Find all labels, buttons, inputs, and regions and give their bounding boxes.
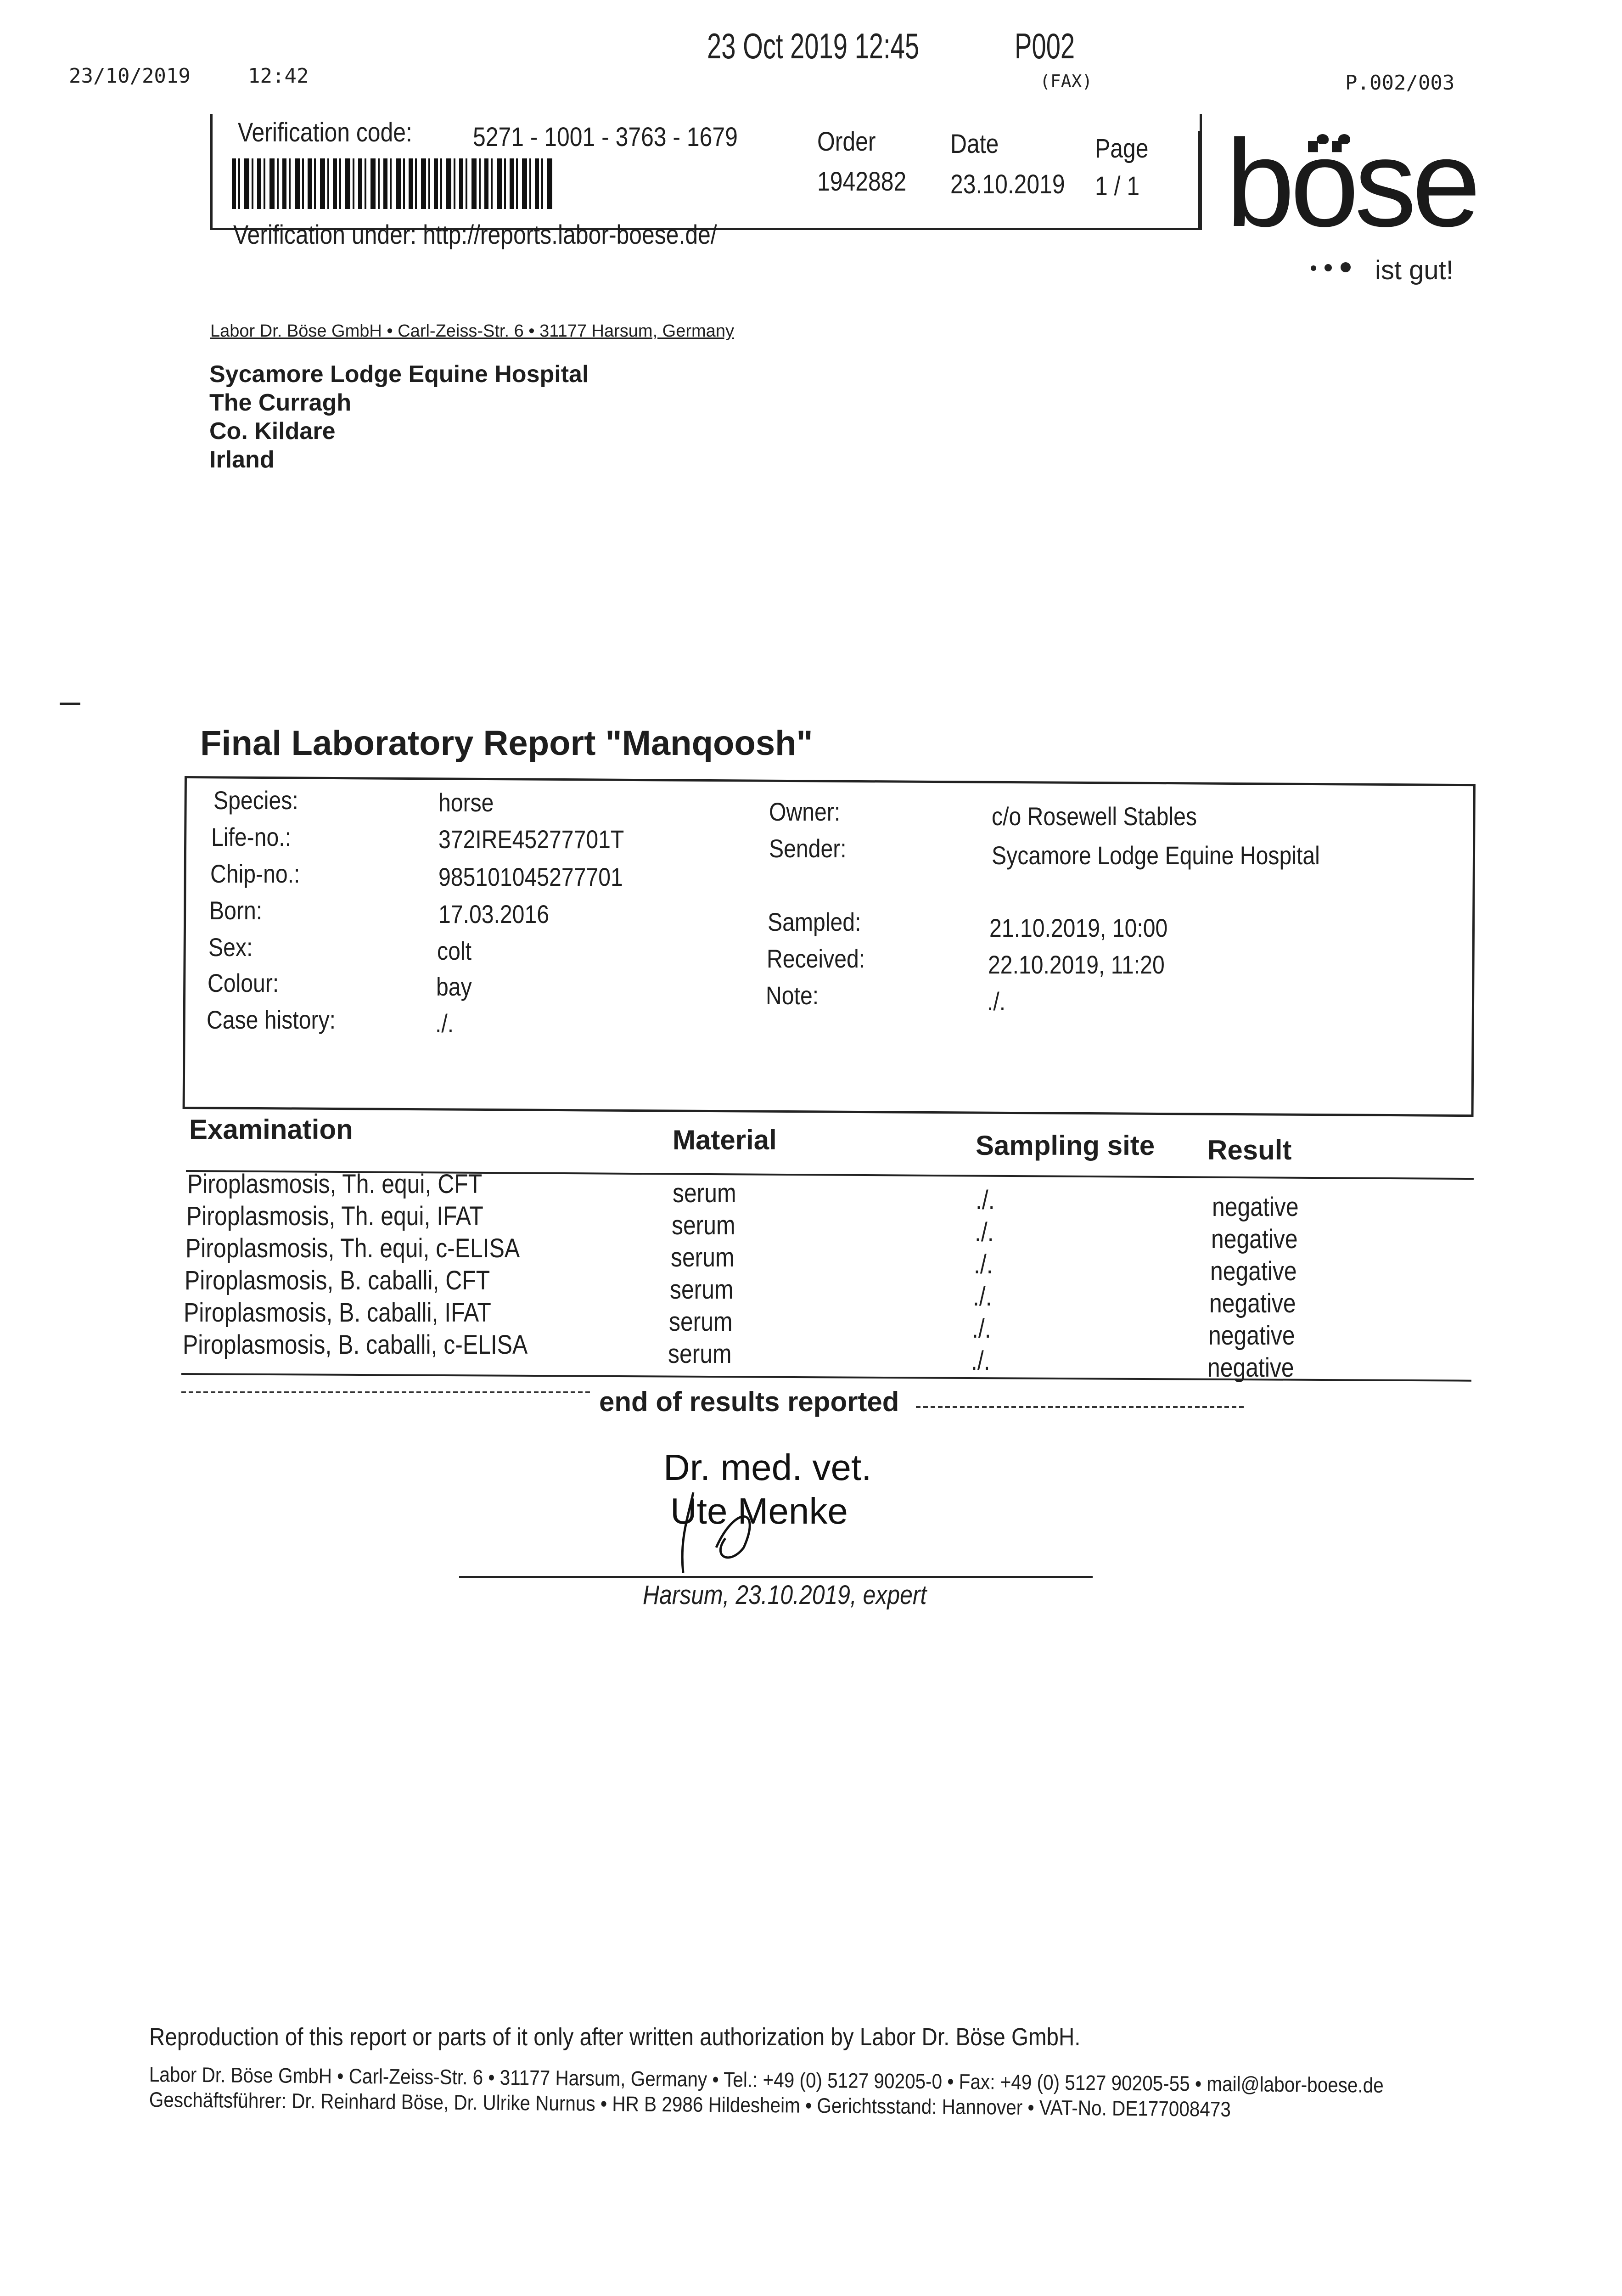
patient-value: 372IRE45277701T [438,825,624,854]
patient-label: Received: [767,944,865,973]
table-row-examination: Piroplasmosis, B. caballi, CFT [185,1266,490,1295]
footer-reproduction: Reproduction of this report or parts of it only after written authorization by Labor Dr. Böse GmbH. [149,2023,1081,2051]
column-header-examination: Examination [189,1114,353,1145]
table-row-material: serum [670,1275,734,1305]
table-row-result: negative [1207,1353,1294,1383]
table-row-examination: Piroplasmosis, Th. equi, IFAT [186,1201,483,1231]
table-row-site: ./. [976,1185,995,1215]
table-row-site: ./. [971,1346,990,1376]
verification-under-label: Verification under: [233,220,417,250]
patient-label: Case history: [207,1005,336,1034]
column-header-material: Material [673,1125,777,1155]
sender-line: Labor Dr. Böse GmbH • Carl-Zeiss-Str. 6 • 31177 Harsum, Germany [210,321,734,341]
fax-page-counter: P.002/003 [1345,71,1455,95]
patient-value: horse [438,788,494,817]
column-header-sampling-site: Sampling site [976,1130,1155,1161]
date-label: Date [950,129,999,159]
column-header-result: Result [1207,1135,1292,1165]
verification-url[interactable]: http://reports.labor-boese.de/ [423,220,717,250]
patient-value: Sycamore Lodge Equine Hospital [992,841,1320,870]
verification-label: Verification code: [238,118,412,147]
patient-value: 22.10.2019, 11:20 [988,950,1165,979]
barcode [232,158,553,209]
slogan-dot-icon [1341,262,1351,272]
signature-scribble-icon [661,1479,799,1580]
table-row-site: ./. [972,1314,991,1344]
slogan-dot-icon [1325,264,1332,271]
table-row-result: negative [1212,1192,1299,1222]
patient-label: Born: [209,896,263,925]
table-row-result: negative [1210,1256,1297,1286]
fax-local-date: 23/10/2019 [69,64,191,88]
table-row-site: ./. [973,1282,992,1311]
patient-label: Sampled: [768,907,861,936]
table-row-material: serum [672,1210,735,1240]
recipient-line: Co. Kildare [209,418,336,445]
logo-divider [1198,131,1201,230]
verification-code: 5271 - 1001 - 3763 - 1679 [473,122,738,152]
table-row-material: serum [668,1339,732,1369]
table-row-examination: Piroplasmosis, Th. equi, c-ELISA [185,1233,520,1263]
page-value: 1 / 1 [1095,171,1140,201]
patient-value: ./. [987,987,1006,1016]
page-label: Page [1095,134,1149,163]
patient-label: Sender: [769,834,847,863]
footer-address: Labor Dr. Böse GmbH • Carl-Zeiss-Str. 6 • 31177 Harsum, Germany • Tel.: +49 (0) 5127 90205-0 • Fax: +49 (0) 5127 90205-55 • mail@labor-boese.de [149,2062,1384,2097]
patient-label: Note: [766,981,819,1010]
table-row-material: serum [673,1178,736,1208]
signature-title: Dr. med. vet. [663,1447,872,1488]
recipient-line: The Curragh [209,389,352,416]
table-row-examination: Piroplasmosis, Th. equi, CFT [187,1169,483,1199]
patient-value: 17.03.2016 [438,900,550,929]
patient-value: 21.10.2019, 10:00 [989,913,1168,942]
end-of-results: end of results reported [599,1386,899,1417]
recipient-line: Sycamore Lodge Equine Hospital [209,361,589,388]
patient-label: Sex: [208,933,253,962]
table-row-site: ./. [975,1217,994,1247]
table-row-result: negative [1211,1224,1298,1254]
date-value: 23.10.2019 [950,169,1065,199]
table-row-result: negative [1209,1289,1296,1318]
patient-label: Life-no.: [211,822,292,851]
patient-value: ./. [435,1009,454,1038]
signature-place-date: Harsum, 23.10.2019, expert [643,1580,927,1610]
table-row-material: serum [669,1307,733,1337]
signature-name: Ute Menke [670,1491,848,1531]
footer-management: Geschäftsführer: Dr. Reinhard Böse, Dr. Ulrike Nurnus • HR B 2986 Hildesheim • Gerichtsstand: Hannover • VAT-No. DE177008473 [149,2088,1231,2122]
patient-label: Colour: [208,968,279,997]
patient-value: c/o Rosewell Stables [992,802,1197,831]
slogan-dot-icon [1311,265,1316,271]
patient-label: Species: [213,786,298,815]
patient-label: Owner: [769,797,841,826]
fax-station: P002 [1015,26,1075,66]
fax-received-stamp: 23 Oct 2019 12:45 [707,26,920,66]
order-value: 1942882 [817,167,907,197]
table-row-material: serum [671,1243,735,1272]
recipient-line: Irland [209,446,275,473]
table-row-examination: Piroplasmosis, B. caballi, IFAT [184,1298,491,1328]
patient-value: bay [436,972,472,1001]
table-row-examination: Piroplasmosis, B. caballi, c-ELISA [183,1330,528,1360]
end-dashes-left [181,1391,590,1393]
signature-line [459,1576,1093,1578]
order-label: Order [817,127,876,157]
patient-value: colt [437,936,471,965]
report-title: Final Laboratory Report "Manqoosh" [200,724,813,763]
patient-label: Chip-no.: [210,859,300,888]
fold-mark [60,703,80,705]
patient-value: 985101045277701 [438,862,623,891]
table-row-result: negative [1208,1321,1295,1351]
logo-slogan: ist gut! [1375,255,1454,285]
logo: böse [1226,114,1476,253]
end-dashes-right [916,1406,1246,1408]
table-row-site: ./. [974,1249,993,1279]
fax-mode: (FAX) [1040,71,1093,91]
fax-local-time: 12:42 [248,64,309,88]
